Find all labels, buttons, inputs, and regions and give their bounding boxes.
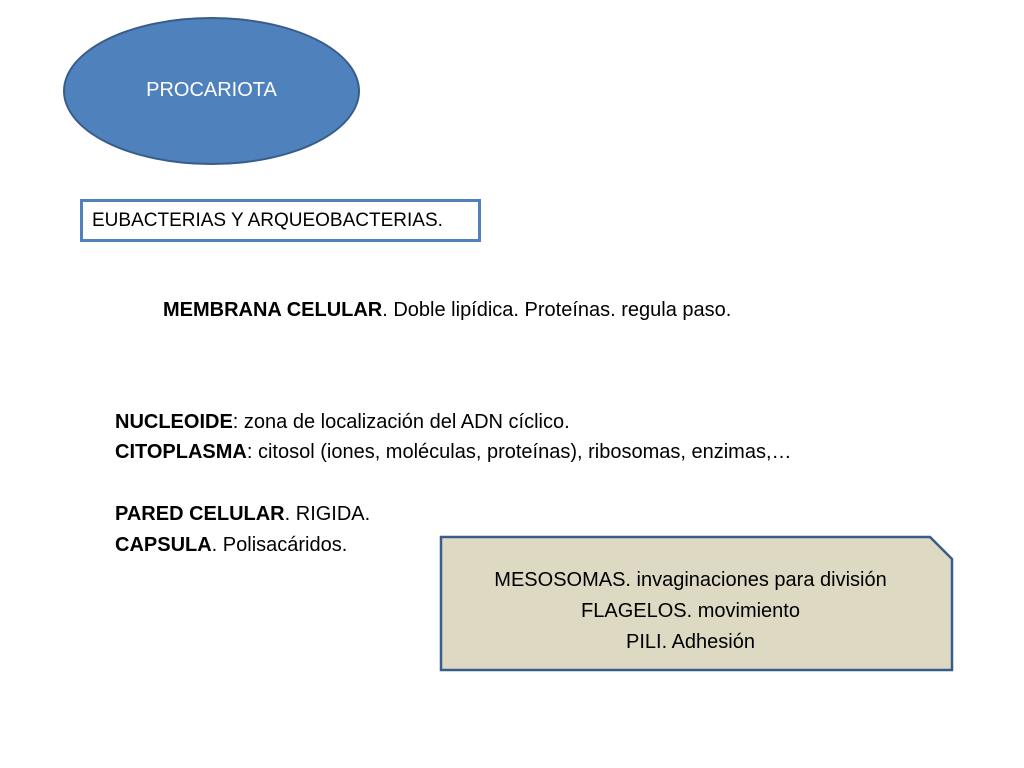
membrana-desc: . Doble lipídica. Proteínas. regula paso. [382, 299, 732, 321]
procariota-oval [63, 17, 360, 165]
membrana-line [163, 298, 731, 322]
nucleoide-line [115, 410, 570, 434]
membrana-term: MEMBRANA CELULAR [163, 299, 383, 321]
citoplasma-desc: : citosol (iones, moléculas, proteínas), ribosomas, enzimas,… [246, 441, 792, 463]
nucleoide-term: NUCLEOIDE [115, 411, 233, 433]
capsula-desc: . Polisacáridos. [211, 534, 348, 556]
oval-label: PROCARIOTA [146, 78, 277, 101]
pared-line [115, 502, 370, 526]
structures-card [438, 535, 956, 673]
pared-term: PARED CELULAR [115, 503, 285, 525]
eubacterias-box: EUBACTERIAS Y ARQUEOBACTERIAS. [80, 199, 481, 242]
card-line-flagelos: FLAGELOS. movimiento [581, 600, 800, 622]
pared-desc: . RIGIDA. [284, 503, 371, 525]
nucleoide-desc: : zona de localización del ADN cíclico. [232, 411, 570, 433]
card-line-mesosomas: MESOSOMAS. invaginaciones para división [494, 569, 887, 591]
card-line-pili: PILI. Adhesión [626, 631, 755, 653]
citoplasma-term: CITOPLASMA [115, 441, 247, 463]
capsula-term: CAPSULA [115, 534, 212, 556]
citoplasma-line [115, 440, 792, 464]
card-text [438, 565, 943, 658]
capsula-line [115, 533, 347, 557]
